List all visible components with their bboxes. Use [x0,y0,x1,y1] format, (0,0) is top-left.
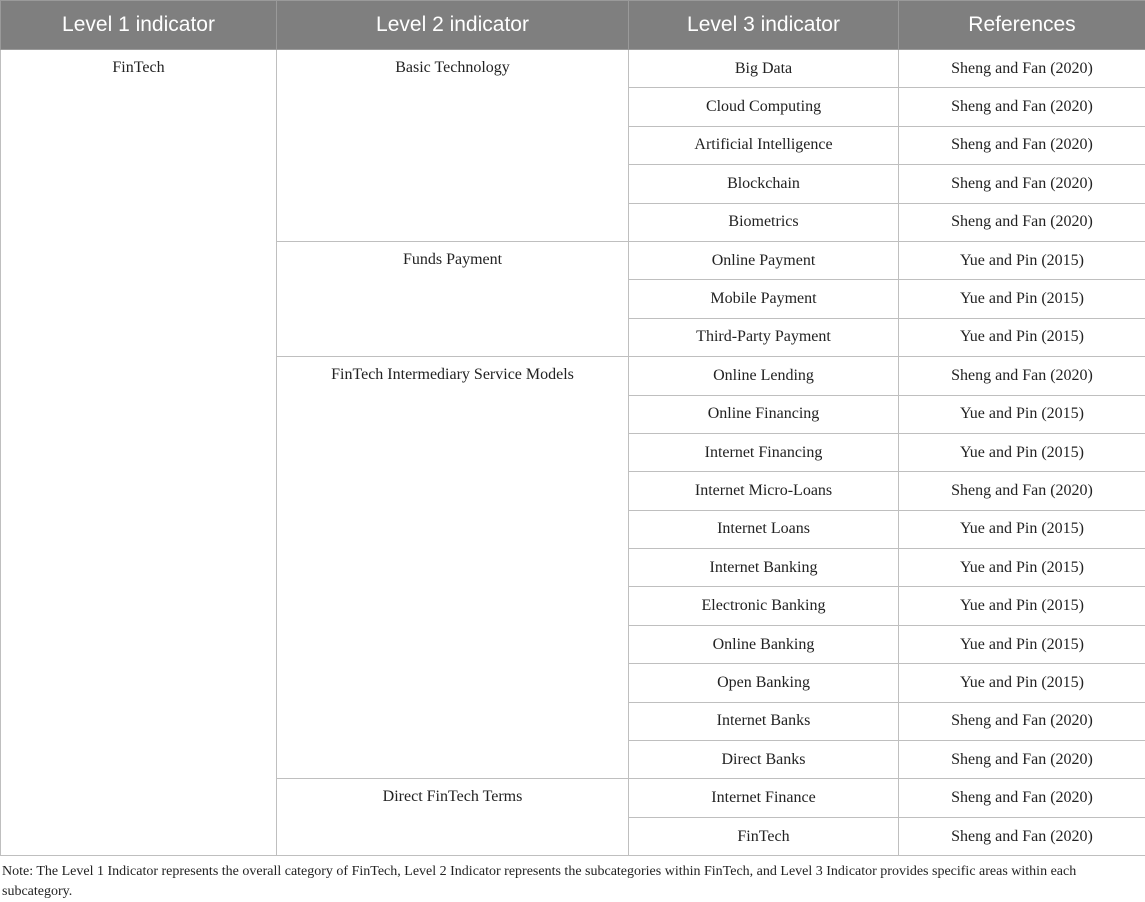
level3-cell: Big Data [629,50,899,88]
reference-cell: Yue and Pin (2015) [899,433,1145,471]
reference-cell: Yue and Pin (2015) [899,549,1145,587]
level3-cell: Mobile Payment [629,280,899,318]
reference-cell: Sheng and Fan (2020) [899,126,1145,164]
reference-cell: Yue and Pin (2015) [899,280,1145,318]
level2-cell: Funds Payment [277,241,629,356]
level3-cell: Blockchain [629,165,899,203]
table-row [1,50,1145,88]
level3-cell: Internet Financing [629,433,899,471]
level3-cell: Internet Micro-Loans [629,472,899,510]
reference-cell: Yue and Pin (2015) [899,318,1145,356]
level1-cell: FinTech [1,50,277,856]
reference-cell: Sheng and Fan (2020) [899,50,1145,88]
table-header [1,1,1145,50]
level3-cell: Electronic Banking [629,587,899,625]
level3-cell: Third-Party Payment [629,318,899,356]
reference-cell: Yue and Pin (2015) [899,510,1145,548]
level3-cell: Artificial Intelligence [629,126,899,164]
table-body [1,50,1145,856]
level3-cell: Internet Loans [629,510,899,548]
header-level2: Level 2 indicator [277,1,629,50]
header-references: References [899,1,1145,50]
level3-cell: Direct Banks [629,741,899,779]
table-note: Note: The Level 1 Indicator represents the overall category of FinTech, Level 2 Indicator represents the subcategories within FinTech, and Level 3 Indicator provides specific areas within each subcategory. [2,864,1077,899]
reference-cell: Sheng and Fan (2020) [899,779,1145,817]
reference-cell: Yue and Pin (2015) [899,625,1145,663]
header-level1: Level 1 indicator [1,1,277,50]
level3-cell: Online Financing [629,395,899,433]
reference-cell: Sheng and Fan (2020) [899,357,1145,395]
reference-cell: Sheng and Fan (2020) [899,165,1145,203]
reference-cell: Sheng and Fan (2020) [899,472,1145,510]
level3-cell: Online Payment [629,241,899,279]
reference-cell: Yue and Pin (2015) [899,395,1145,433]
level3-cell: Cloud Computing [629,88,899,126]
reference-cell: Sheng and Fan (2020) [899,741,1145,779]
level3-cell: Internet Banks [629,702,899,740]
reference-cell: Sheng and Fan (2020) [899,203,1145,241]
reference-cell: Sheng and Fan (2020) [899,817,1145,855]
reference-cell: Yue and Pin (2015) [899,241,1145,279]
level3-cell: Biometrics [629,203,899,241]
level3-cell: Internet Banking [629,549,899,587]
level3-cell: Online Banking [629,625,899,663]
reference-cell: Sheng and Fan (2020) [899,88,1145,126]
level3-cell: Open Banking [629,664,899,702]
reference-cell: Sheng and Fan (2020) [899,702,1145,740]
reference-cell: Yue and Pin (2015) [899,587,1145,625]
header-level3: Level 3 indicator [629,1,899,50]
reference-cell: Yue and Pin (2015) [899,664,1145,702]
level3-cell: Online Lending [629,357,899,395]
header-row [1,1,1145,50]
level2-cell: FinTech Intermediary Service Models [277,357,629,779]
level2-cell: Basic Technology [277,50,629,242]
level3-cell: FinTech [629,817,899,855]
level2-cell: Direct FinTech Terms [277,779,629,856]
level3-cell: Internet Finance [629,779,899,817]
